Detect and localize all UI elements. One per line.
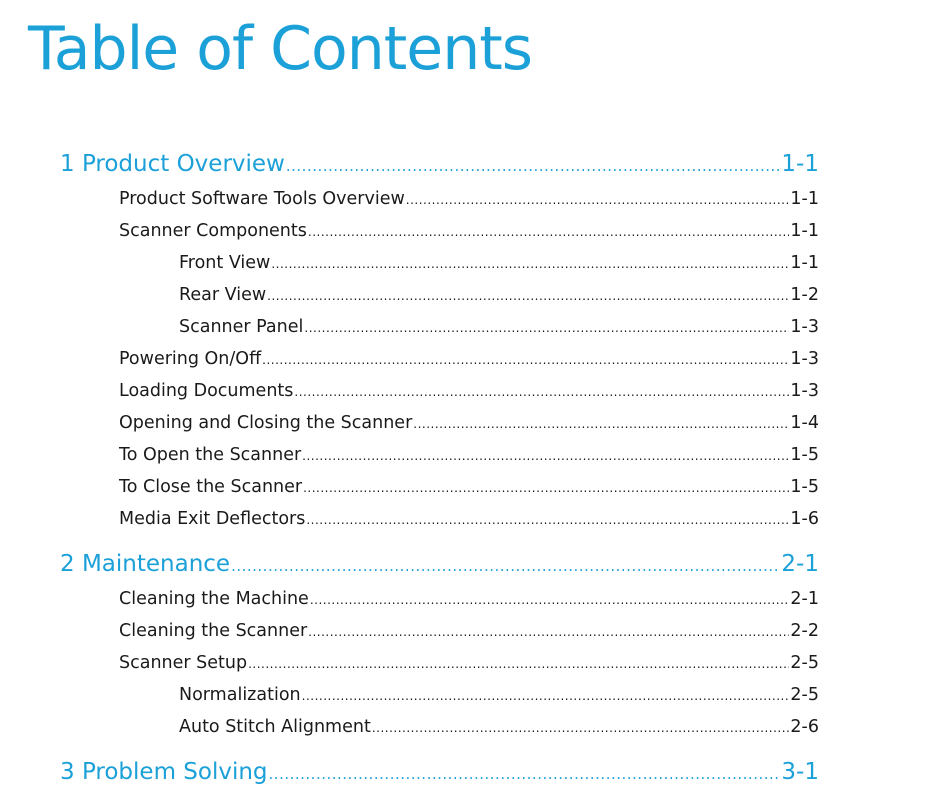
- toc-entry-label: Scanner Setup: [119, 653, 248, 673]
- toc-entry-label: Opening and Closing the Scanner: [119, 413, 413, 433]
- dot-leader: [308, 219, 790, 245]
- toc-entry-page: 1-1: [781, 151, 819, 177]
- dot-leader: [308, 619, 789, 645]
- dot-leader: [294, 379, 789, 405]
- dot-leader: [306, 507, 789, 533]
- toc-entry-page: 2-1: [790, 589, 819, 609]
- toc-entry-maintenance[interactable]: [60, 548, 819, 580]
- toc-entry-product-overview[interactable]: [60, 148, 819, 180]
- toc-entry-label: Cleaning the Scanner: [119, 621, 308, 641]
- toc-entry-label: 1 Product Overview: [60, 151, 285, 177]
- toc-entry-to-open-the-scanner[interactable]: [119, 442, 819, 468]
- toc-entry-label: 3 Problem Solving: [60, 759, 268, 785]
- toc-entry-cleaning-the-scanner[interactable]: [119, 618, 819, 644]
- toc-entry-page: 1-3: [790, 381, 819, 401]
- toc-entry-opening-and-closing-the-scanner[interactable]: [119, 410, 819, 436]
- dot-leader: [302, 443, 789, 469]
- toc-entry-page: 1-4: [790, 413, 819, 433]
- toc-entry-powering-on-off[interactable]: [119, 346, 819, 372]
- toc-entry-scanner-setup[interactable]: [119, 650, 819, 676]
- page-title: Table of Contents: [28, 14, 533, 84]
- dot-leader: [271, 251, 789, 277]
- toc-entry-label: Loading Documents: [119, 381, 294, 401]
- toc-entry-scanner-panel[interactable]: [179, 314, 819, 340]
- toc-entry-page: 2-2: [790, 621, 819, 641]
- toc-entry-auto-stitch-alignment[interactable]: [179, 714, 819, 740]
- dot-leader: [303, 475, 789, 501]
- toc-entry-label: Product Software Tools Overview: [119, 189, 405, 209]
- dot-leader: [269, 758, 781, 790]
- toc-entry-label: Front View: [179, 253, 271, 273]
- toc-entry-page: 2-5: [790, 653, 819, 673]
- dot-leader: [413, 411, 789, 437]
- toc-entry-page: 1-5: [790, 445, 819, 465]
- dot-leader: [267, 283, 789, 309]
- toc-entry-page: 3-1: [781, 759, 819, 785]
- toc-entry-label: Rear View: [179, 285, 267, 305]
- dot-leader: [231, 550, 780, 582]
- toc-entry-page: 1-1: [790, 189, 819, 209]
- toc-entry-page: 1-5: [790, 477, 819, 497]
- dot-leader: [372, 715, 790, 741]
- toc-entry-page: 2-1: [781, 551, 819, 577]
- toc-entry-label: 2 Maintenance: [60, 551, 231, 577]
- toc-entry-page: 1-6: [790, 509, 819, 529]
- toc-entry-loading-documents[interactable]: [119, 378, 819, 404]
- toc-entry-page: 1-2: [790, 285, 819, 305]
- toc-entry-front-view[interactable]: [179, 250, 819, 276]
- toc-entry-label: Scanner Components: [119, 221, 307, 241]
- toc-entry-label: Media Exit Deflectors: [119, 509, 306, 529]
- toc-entry-page: 1-3: [790, 317, 819, 337]
- toc-entry-to-close-the-scanner[interactable]: [119, 474, 819, 500]
- toc-entry-page: 2-5: [790, 685, 819, 705]
- toc-entry-cleaning-the-machine[interactable]: [119, 586, 819, 612]
- toc-entry-page: 1-3: [790, 349, 819, 369]
- dot-leader: [248, 651, 789, 677]
- toc-entry-label: Scanner Panel: [179, 317, 304, 337]
- toc-entry-rear-view[interactable]: [179, 282, 819, 308]
- toc-entry-scanner-components[interactable]: [119, 218, 819, 244]
- dot-leader: [304, 315, 789, 341]
- dot-leader: [302, 683, 790, 709]
- toc-entry-label: Cleaning the Machine: [119, 589, 309, 609]
- toc-entry-page: 1-1: [790, 253, 819, 273]
- dot-leader: [406, 187, 790, 213]
- toc-entry-media-exit-deflectors[interactable]: [119, 506, 819, 532]
- dot-leader: [262, 347, 789, 373]
- toc-entry-label: Powering On/Off: [119, 349, 262, 369]
- dot-leader: [310, 587, 790, 613]
- toc-entry-page: 1-1: [790, 221, 819, 241]
- toc-entry-label: Auto Stitch Alignment: [179, 717, 371, 737]
- toc-entry-label: To Open the Scanner: [119, 445, 302, 465]
- dot-leader: [286, 150, 781, 182]
- toc-entry-product-software-tools-overview[interactable]: [119, 186, 819, 212]
- toc-entry-normalization[interactable]: [179, 682, 819, 708]
- toc-entry-problem-solving[interactable]: [60, 756, 819, 788]
- toc-entry-label: Normalization: [179, 685, 301, 705]
- toc-entry-page: 2-6: [790, 717, 819, 737]
- toc-entry-label: To Close the Scanner: [119, 477, 303, 497]
